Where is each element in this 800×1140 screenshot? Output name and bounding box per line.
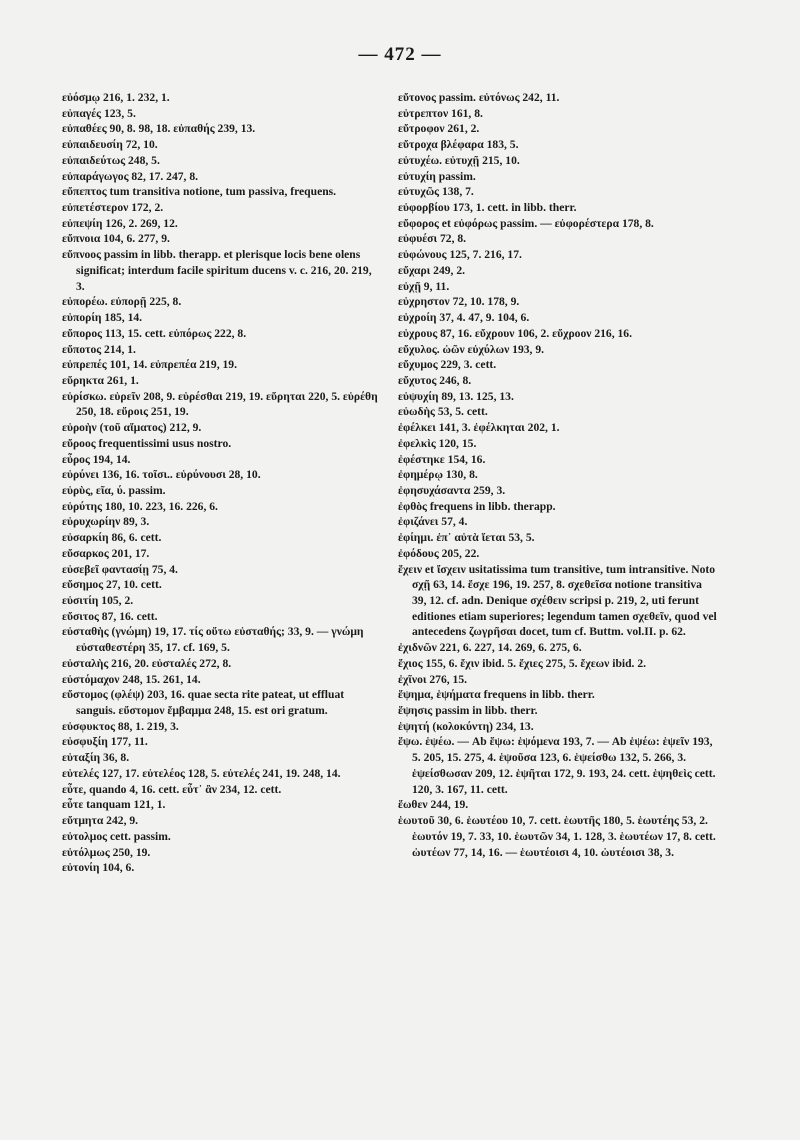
index-entry: εὐσφυξίη 177, 11.	[62, 735, 148, 749]
index-entry: ἔχιος 155, 6. ἔχιν ibid. 5. ἔχιες 275, 5. ἔχεων ibid. 2.	[398, 656, 647, 670]
index-entry: εὐσταθὴς (γνώμη) 19, 17. τίς οὕτω εὐσταθής; 33, 9. — γνώμη εὐσταθεστέρη 35, 17. cf. 169, 5.	[62, 625, 364, 655]
index-entry: εὐσεβεῖ φαντασίῃ 75, 4.	[62, 562, 178, 576]
index-entry: εὐτόλμως 250, 19.	[62, 845, 151, 859]
index-entry: εὐχρους 87, 16. εὔχρουν 106, 2. εὔχροον 216, 16.	[398, 326, 633, 340]
index-entry: εὐπαγές 123, 5.	[62, 106, 136, 120]
index-entry: εὐχρηστον 72, 10. 178, 9.	[398, 295, 520, 309]
index-entry: εὐπαιδευσίη 72, 10.	[62, 138, 158, 152]
index-entry: εὔστομος (φλέψ) 203, 16. quae secta rite pateat, ut effluat sanguis. εὔστομον ἔμβαμμα 248, 15. est ori gratum.	[62, 688, 345, 718]
index-entry: ἕωθεν 244, 19.	[398, 798, 469, 812]
index-entry: εὐροὴν (τοῦ αἵματος) 212, 9.	[62, 421, 202, 435]
index-entry: εὐχῇ 9, 11.	[398, 279, 450, 293]
index-entry: εὔχυτος 246, 8.	[398, 373, 472, 387]
index-entry: εὐπαιδεύτως 248, 5.	[62, 153, 160, 167]
index-entry: εὐπορίη 185, 14.	[62, 311, 143, 325]
index-entry: ἐφέλκει 141, 3. ἐφέλκηται 202, 1.	[398, 421, 560, 435]
index-entry: εὔχυλος. ὠῶν εὐχύλων 193, 9.	[398, 342, 545, 356]
index-entry: εὔσαρκος 201, 17.	[62, 546, 150, 560]
index-entry: εὖρος 194, 14.	[62, 452, 131, 466]
index-entry: εὖτε, quando 4, 16. cett. εὖτ᾽ ἂν 234, 12. cett.	[62, 782, 282, 796]
index-entry: εὐστόμαχον 248, 15. 261, 14.	[62, 672, 201, 686]
index-entry: εὐφώνους 125, 7. 216, 17.	[398, 248, 522, 262]
index-column-left	[62, 90, 382, 876]
index-entry: εὔτροχα βλέφαρα 183, 5.	[398, 138, 519, 152]
index-entry: εὐχροίη 37, 4. 47, 9. 104, 6.	[398, 311, 530, 325]
page-number: — 472 —	[358, 44, 442, 65]
index-entry: εὐτολμος cett. passim.	[62, 829, 171, 843]
index-entry: εὔπορος 113, 15. cett. εὐπόρως 222, 8.	[62, 326, 247, 340]
index-entry: εὔτονος passim. εὐτόνως 242, 11.	[398, 91, 560, 104]
index-entry: ἐχιδνῶν 221, 6. 227, 14. 269, 6. 275, 6.	[398, 641, 582, 655]
index-entry: εὐψυχίη 89, 13. 125, 13.	[398, 389, 514, 403]
index-entry: ἐφθὸς frequens in libb. therapp.	[398, 499, 556, 513]
index-entry: εὐτονίη 104, 6.	[62, 861, 135, 875]
index-entry: ἕψω. ἑψέω. — Ab ἕψω: ἑψόμενα 193, 7. — Ab ἑψέω: ἑψεῖν 193, 5. 205, 15. 275, 4. ἑψοῦσα 123, 6. ἑψείσθω 132, 5. 266, 3. ἑψείσθωσαν 209, 12. ἑψῆται 172, 9. 193, 24. cett. ἑψηθεὶς cett. 120, 3. 167, 11. cett.	[398, 735, 716, 796]
index-entry: εὕρηκτα 261, 1.	[62, 373, 139, 387]
index-entry: εὔπεπτος tum transitiva notione, tum passiva, frequens.	[62, 185, 337, 199]
index-entry: εὐπεψίη 126, 2. 269, 12.	[62, 216, 178, 230]
index-entry: εὐσφυκτος 88, 1. 219, 3.	[62, 719, 179, 733]
index-entry: εὔροος frequentissimi usus nostro.	[62, 436, 232, 450]
index-entry: εὐρύνει 136, 16. τοῖσι.. εὐρύνουσι 28, 10.	[62, 468, 261, 482]
index-entry: εὐτελές 127, 17. εὐτελέος 128, 5. εὐτελές 241, 19. 248, 14.	[62, 766, 341, 780]
index-entry: εὐπετέστερον 172, 2.	[62, 201, 164, 215]
index-entry: εὐφυέσι 72, 8.	[398, 232, 467, 246]
index-entry: εὐσιτίη 105, 2.	[62, 594, 134, 607]
index-entry: ἐφόδους 205, 22.	[398, 546, 480, 560]
index-entry: εὐτυχέω. εὐτυχῇ 215, 10.	[398, 153, 520, 167]
index-entry: εὔσημος 27, 10. cett.	[62, 578, 162, 592]
index-entry: εὔπνοια 104, 6. 277, 9.	[62, 232, 170, 246]
index-entry: ἐφημέρῳ 130, 8.	[398, 468, 478, 482]
index-entry: εὐρὺς, εῖα, ύ. passim.	[62, 483, 166, 497]
index-entry: εὐταξίη 36, 8.	[62, 751, 130, 765]
index-entry: εὔχαρι 249, 2.	[398, 263, 466, 277]
index-entry: εὖτε tanquam 121, 1.	[62, 798, 166, 812]
index-entry: εὐσαρκίη 86, 6. cett.	[62, 531, 162, 545]
index-entry: ἑψητή (κολοκύντη) 234, 13.	[398, 719, 534, 733]
index-entry: εὔφορος et εὐφόρως passim. — εὐφορέστερα 178, 8.	[398, 216, 654, 230]
index-entry: εὐρύτης 180, 10. 223, 16. 226, 6.	[62, 499, 218, 513]
index-entry: εὔσιτος 87, 16. cett.	[62, 609, 158, 623]
index-entry: ἕψησις passim in libb. therr.	[398, 704, 538, 718]
index-entry: εὐπορέω. εὐπορῇ 225, 8.	[62, 295, 182, 309]
index-entry: εὔτμητα 242, 9.	[62, 814, 139, 828]
index-entry: ἐφελκὶς 120, 15.	[398, 436, 477, 450]
index-entry: ἐχῖνοι 276, 15.	[398, 672, 468, 686]
index-entry: εὐόσμῳ 216, 1. 232, 1.	[62, 91, 170, 104]
index-entry: ἐφίημι. ἐπ᾽ αὐτὰ ἵεται 53, 5.	[398, 531, 535, 545]
index-entry: ἐφέστηκε 154, 16.	[398, 452, 486, 466]
index-entry: εὔπνοος passim in libb. therapp. et plerisque locis bene olens significat; interdum facile spiritum ducens v. c. 216, 20. 219, 3.	[62, 248, 372, 293]
index-entry: εὐφορβίου 173, 1. cett. in libb. therr.	[398, 201, 577, 215]
index-entry: ἑωυτοῦ 30, 6. ἑωυτέου 10, 7. cett. ἑωυτῆς 180, 5. ἑωυτέης 53, 2. ἑωυτόν 19, 7. 33, 10. ἑωυτῶν 34, 1. 128, 3. ἑωυτέων 17, 8. cett. ὡυτέων 77, 14, 16. — ἑωυτέοισι 4, 10. ὡυτέοισι 38, 3.	[398, 814, 716, 859]
index-entry: ἔχειν et ἴσχειν usitatissima tum transitive, tum intransitive. Noto σχῇ 63, 14. ἔσχε 196, 19. 257, 8. σχεθεῖσα notione transitiva 39, 12. cf. adn. Denique σχέθειν scripsi p. 219, 2, uti ferunt editiones etiam superiores; legendum tamen σχεθεῖν, quod vel antecedens ζωγρῆσαι docet, tum cf. Buttm. vol.II. p. 62.	[398, 562, 717, 639]
index-entry: εὔτροφον 261, 2.	[398, 122, 480, 136]
index-entry: εὐωδὴς 53, 5. cett.	[398, 405, 488, 419]
index-entry: εὐπαράγωγος 82, 17. 247, 8.	[62, 169, 199, 183]
index-entry: εὐπρεπές 101, 14. εὐπρεπέα 219, 19.	[62, 358, 237, 372]
index-entry: εὐσταλὴς 216, 20. εὐσταλές 272, 8.	[62, 656, 232, 670]
index-entry: ἐφιζάνει 57, 4.	[398, 515, 468, 529]
index-entry: εὐπαθέες 90, 8. 98, 18. εὐπαθής 239, 13.	[62, 122, 256, 136]
index-entry: εὐτυχίη passim.	[398, 169, 476, 183]
index-entry: ἕψημα, ἑψήματα frequens in libb. therr.	[398, 688, 595, 702]
index-column-right	[398, 90, 718, 860]
index-entry: εὑρίσκω. εὑρεῖν 208, 9. εὑρέσθαι 219, 19. εὕρηται 220, 5. εὑρέθη 250, 18. εὕροις 251, 19.	[62, 389, 378, 419]
index-entry: εὔχυμος 229, 3. cett.	[398, 358, 497, 372]
index-entry: εὐτρεπτον 161, 8.	[398, 106, 483, 120]
index-entry: εὔποτος 214, 1.	[62, 342, 136, 356]
index-entry: ἐφησυχάσαντα 259, 3.	[398, 483, 506, 497]
index-entry: εὐτυχῶς 138, 7.	[398, 185, 474, 199]
index-entry: εὐρυχωρίην 89, 3.	[62, 515, 150, 529]
